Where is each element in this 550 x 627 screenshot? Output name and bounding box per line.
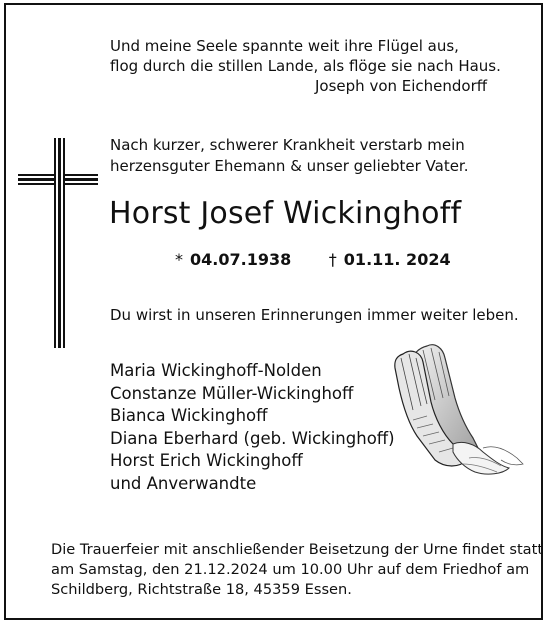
intro-line: Nach kurzer, schwerer Krankheit verstarb mein [110, 136, 465, 154]
poem-line: Und meine Seele spannte weit ihre Flügel aus, [110, 37, 459, 55]
birth-date: 04.07.1938 [190, 250, 292, 269]
life-dates [175, 249, 495, 271]
ceremony-line: Die Trauerfeier mit anschließender Beisetzung der Urne findet statt [51, 541, 544, 558]
birth-star-icon: * [175, 250, 183, 269]
mourners-list [110, 360, 395, 496]
death-date-group [329, 250, 451, 269]
mourner-name: Constanze Müller-Wickinghoff [110, 383, 354, 403]
memory-text: Du wirst in unseren Erinnerungen immer weiter leben. [110, 306, 519, 324]
cross-icon [18, 138, 98, 348]
poem-line: flog durch die stillen Lande, als flöge sie nach Haus. [110, 57, 501, 75]
ceremony-line: am Samstag, den 21.12.2024 um 10.00 Uhr auf dem Friedhof am [51, 561, 530, 578]
mourner-name: und Anverwandte [110, 473, 257, 493]
intro-line: herzensguter Ehemann & unser geliebter Vater. [110, 157, 469, 175]
praying-hands-icon [383, 340, 528, 480]
birth-date-group [175, 250, 297, 269]
deceased-name: Horst Josef Wickinghoff [109, 196, 462, 231]
mourner-name: Horst Erich Wickinghoff [110, 451, 303, 471]
poem-quote [110, 36, 530, 96]
ceremony-info [51, 540, 544, 600]
mourner-name: Maria Wickinghoff-Nolden [110, 361, 322, 380]
death-date: 01.11. 2024 [343, 250, 451, 269]
death-dagger-icon: † [328, 250, 337, 269]
mourner-name: Diana Eberhard (geb. Wickinghoff) [110, 428, 395, 448]
ceremony-line: Schildberg, Richtstraße 18, 45359 Essen. [51, 581, 352, 598]
poem-author: Joseph von Eichendorff [315, 77, 488, 95]
intro-text [110, 135, 530, 177]
mourner-name: Bianca Wickinghoff [110, 406, 268, 426]
